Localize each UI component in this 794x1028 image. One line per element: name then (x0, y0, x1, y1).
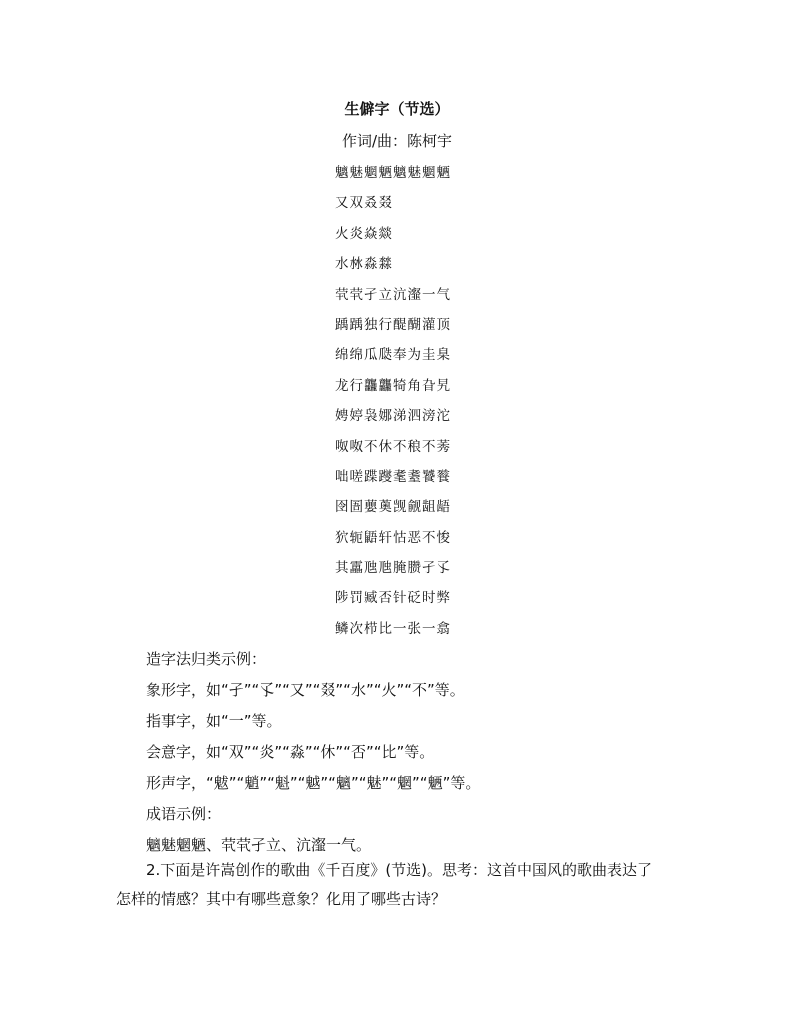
poem-line: 囹圄蘡薁觊觎龃龉 (335, 499, 451, 516)
poem-line: 呶呶不休不稂不莠 (335, 438, 451, 455)
body-line: 象形字，如“孑”“孓”“又”“叕”“水”“火”“不”等。 (146, 681, 465, 699)
poem-line: 魑魅魍魉魑魅魍魉 (335, 165, 451, 181)
question-line-2: 怎样的情感？其中有哪些意象？化用了哪些古诗？ (116, 890, 447, 908)
poem-line: 水沝淼㵘 (335, 256, 393, 273)
poem-line: 又双叒叕 (335, 195, 393, 212)
poem-line: 鳞次栉比一张一翕 (335, 620, 451, 637)
body-line: 会意字，如“双”“炎”“淼”“休”“否”“比”等。 (146, 743, 435, 761)
poem-line: 娉婷袅娜涕泗滂沱 (335, 408, 451, 425)
body-line: 形声字，“魃”“魈”“魁”“魆”“魑”“魅”“魍”“魉”等。 (146, 774, 481, 792)
poem-line: 狖轭鼯轩怙恶不悛 (335, 529, 451, 546)
poem-line: 其靁虺虺腌臜孑孓 (335, 560, 451, 577)
poem-lines (335, 158, 451, 644)
poem-line: 火炎焱燚 (335, 225, 393, 242)
body-line: 指事字，如“一”等。 (146, 712, 282, 730)
question-paragraph (116, 856, 686, 914)
question-line-1: 2.下面是许嵩创作的歌曲《千百度》(节选)。思考：这首中国风的歌曲表达了 (146, 861, 653, 879)
poem-line: 龙行龘龘犄角旮旯 (335, 377, 451, 394)
poem-line: 踽踽独行醍醐灌顶 (335, 316, 451, 333)
body-line: 造字法归类示例： (146, 650, 267, 668)
document-title: 生僻字（节选） (344, 100, 450, 118)
poem-line: 咄嗟蹀躞耄耋饕餮 (335, 468, 451, 485)
body-lines (146, 644, 480, 861)
poem-line: 绵绵瓜瓞奉为圭臬 (335, 347, 451, 364)
poem-line: 陟罚臧否针砭时弊 (335, 590, 451, 607)
body-line: 成语示例： (146, 805, 222, 823)
body-line: 魑魅魍魉、茕茕孑立、沆瀣一气。 (146, 836, 372, 854)
author-line: 作词/曲：陈柯宇 (341, 132, 453, 150)
poem-line: 茕茕孑立沆瀣一气 (335, 286, 451, 303)
